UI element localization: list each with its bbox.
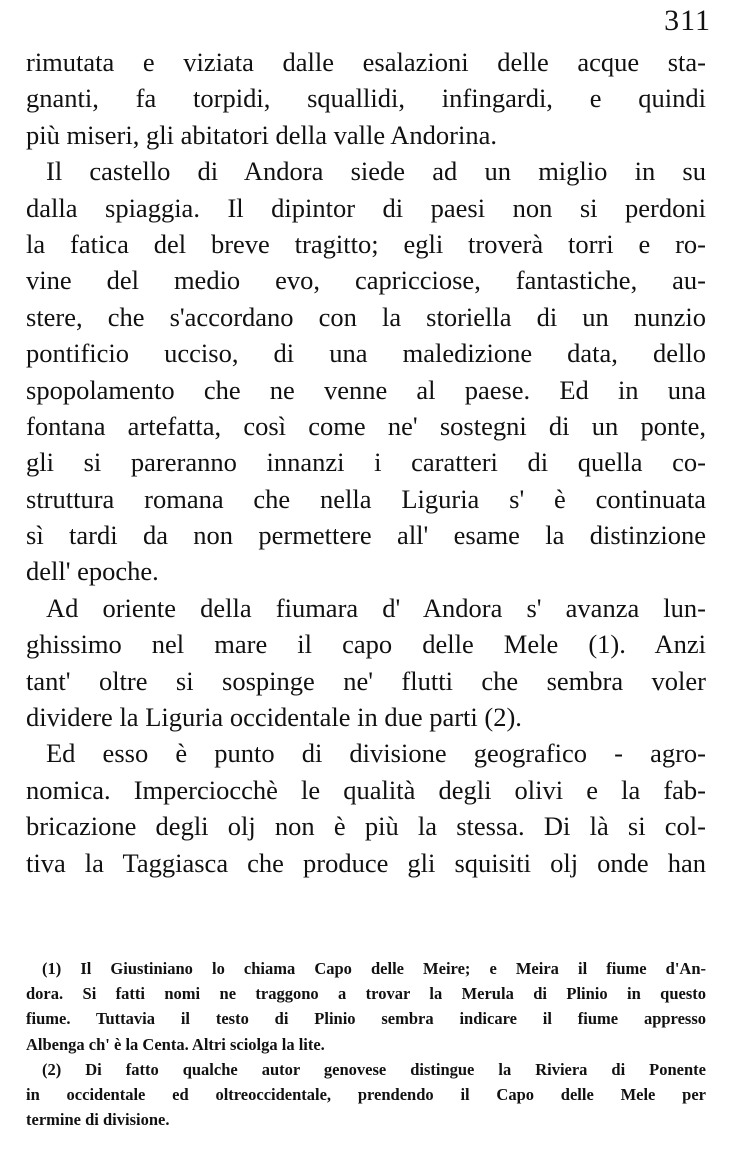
text-line: rimutata e viziata dalle esalazioni delle acque sta- (26, 47, 706, 77)
text-line: tant' oltre si sospinge ne' flutti che sembra voler (26, 665, 706, 696)
text-line: nomica. Imperciocchè le qualità degli olivi e la fab- (26, 774, 706, 805)
body-text (26, 44, 706, 881)
text-line: ghissimo nel mare il capo delle Mele (1). Anzi (26, 629, 706, 660)
text-line: dividere la Liguria occidentale in due parti (2). (26, 702, 522, 733)
text-line: struttura romana che nella Liguria s' è continuata (26, 483, 706, 514)
text-line: bricazione degli olj non è più la stessa. Di là si col- (26, 811, 706, 842)
text-line: Il castello di Andora siede ad un miglio in su (46, 156, 706, 187)
text-line: la fatica del breve tragitto; egli troverà torri e ro- (26, 228, 706, 259)
text-line: pontificio ucciso, di una maledizione data, dello (26, 338, 706, 369)
text-line: stere, che s'accordano con la storiella di un nunzio (26, 301, 706, 332)
text-line: gli si pareranno innanzi i caratteri di quella co- (26, 447, 706, 478)
text-line: dell' epoche. (26, 556, 159, 587)
footnotes (26, 956, 706, 1132)
text-line: Ad oriente della fiumara d' Andora s' avanza lun- (46, 592, 706, 623)
footnote-line: dora. Si fatti nomi ne traggono a trovar la Merula di Plinio in questo (26, 984, 706, 1004)
text-line: dalla spiaggia. Il dipintor di paesi non si perdoni (26, 192, 706, 223)
text-line: Ed esso è punto di divisione geografico - agro- (46, 738, 706, 769)
footnote-line: Albenga ch' è la Centa. Altri sciolga la lite. (26, 1034, 325, 1054)
text-line: sì tardi da non permettere all' esame la distinzione (26, 520, 706, 551)
text-line: spopolamento che ne venne al paese. Ed in una (26, 374, 706, 405)
footnote-line: (2) Di fatto qualche autor genovese distingue la Riviera di Ponente (42, 1059, 706, 1079)
page-number: 311 (664, 4, 711, 37)
text-line: vine del medio evo, capricciose, fantastiche, au- (26, 265, 706, 296)
text-line: gnanti, fa torpidi, squallidi, infingardi, e quindi (26, 83, 706, 114)
text-line: più miseri, gli abitatori della valle Andorina. (26, 119, 497, 150)
footnote-line: (1) Il Giustiniano lo chiama Capo delle Meire; e Meira il fiume d'An- (42, 959, 706, 978)
footnote-line: fiume. Tuttavia il testo di Plinio sembra indicare il fiume appresso (26, 1009, 706, 1029)
text-line: fontana artefatta, così come ne' sostegni di un ponte, (26, 410, 706, 441)
text-line: tiva la Taggiasca che produce gli squisiti olj onde han (26, 847, 706, 878)
footnote-line: in occidentale ed oltreoccidentale, prendendo il Capo delle Mele per (26, 1084, 706, 1104)
footnote-line: termine di divisione. (26, 1110, 170, 1130)
